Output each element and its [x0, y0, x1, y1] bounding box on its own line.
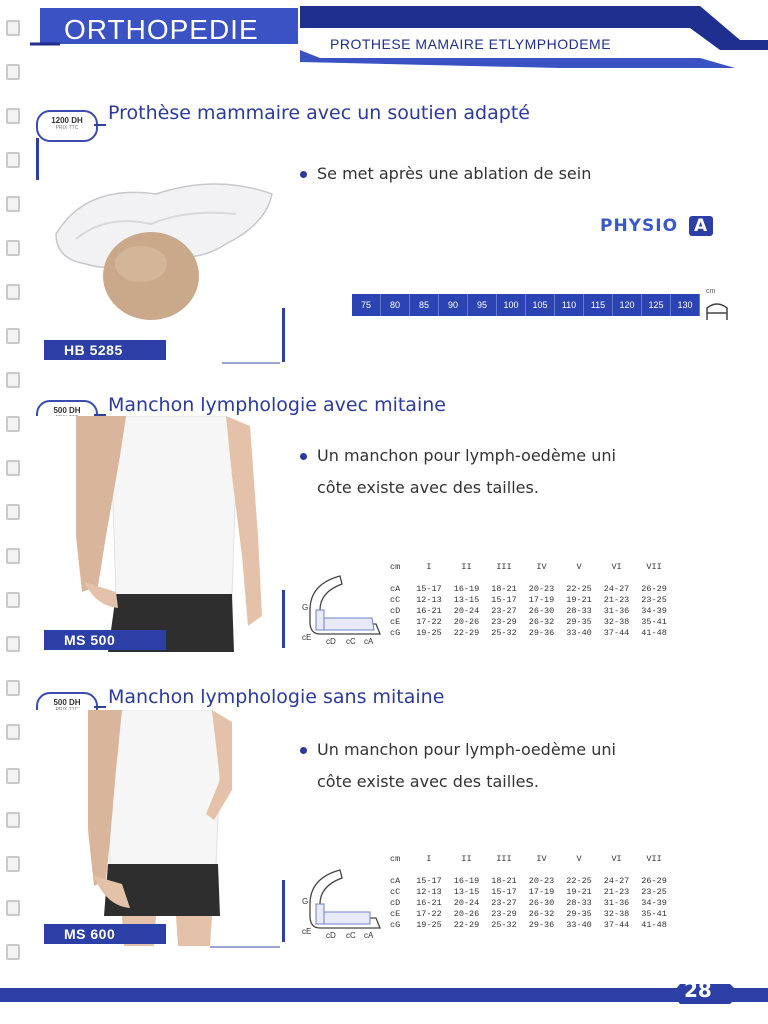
product-bullet: Un manchon pour lymph-oedème uni [300, 440, 616, 472]
product-image-sleeve-model [36, 416, 262, 652]
product-card [0, 390, 768, 660]
size-table [390, 562, 679, 639]
diagram-label-cE: cE [302, 633, 312, 642]
product-ref: MS 600 [44, 924, 166, 944]
table-row: cA 15-17 16-19 18-21 20-23 22-25 24-27 26-29 [390, 876, 667, 886]
bullet-dot [300, 453, 307, 460]
arm-sleeve-diagram [300, 570, 384, 650]
table-row: cA 15-17 16-19 18-21 20-23 22-25 24-27 26-29 [390, 584, 667, 594]
price-badge [36, 110, 98, 142]
product-image-sleeve-model [36, 710, 262, 946]
chest-measure-icon [704, 298, 730, 322]
diagram-label-G: G [302, 603, 309, 612]
bullet-dot [300, 171, 307, 178]
table-row: cG 19-25 22-29 25-32 29-36 33-40 37-44 41-48 [390, 628, 667, 638]
page-header [0, 0, 768, 72]
diagram-label-cC: cC [346, 637, 356, 646]
product-bullet: Un manchon pour lymph-oedème uni [300, 734, 616, 766]
product-ref: HB 5285 [44, 340, 166, 360]
size-95: 95 [468, 294, 497, 316]
page-number: 28 [684, 978, 712, 1002]
product-bullet-continued: côte existe avec des tailles. [317, 772, 539, 791]
table-header-row: cm I II III IV V VI VII [390, 854, 662, 864]
product-image-bra-prosthesis [46, 164, 282, 324]
size-125: 125 [642, 294, 671, 316]
size-85: 85 [410, 294, 439, 316]
product-card [0, 100, 768, 370]
size-table [390, 854, 679, 931]
size-100: 100 [497, 294, 526, 316]
physio-logo [600, 216, 713, 236]
table-row: cE 17-22 20-26 23-29 26-32 29-35 32-38 35-41 [390, 909, 667, 919]
diagram-label-cA: cA [364, 637, 374, 646]
product-ref: MS 500 [44, 630, 166, 650]
arm-sleeve-diagram [300, 864, 384, 944]
price-sub-label: PRIX TTC [55, 125, 79, 131]
diagram-label-cD: cD [326, 931, 336, 940]
price-label: 500 DH [53, 698, 81, 707]
product-bullet: Se met après une ablation de sein [300, 158, 591, 190]
size-75: 75 [352, 294, 381, 316]
size-120: 120 [613, 294, 642, 316]
diagram-label-cC: cC [346, 931, 356, 940]
table-row: cD 16-21 20-24 23-27 26-30 28-33 31-36 34-39 [390, 898, 667, 908]
section-subtitle: PROTHESE MAMAIRE ETLYMPHODEME [330, 36, 612, 52]
size-105: 105 [526, 294, 555, 316]
logo-text: PHYSIO [600, 216, 679, 236]
size-bar [352, 294, 700, 316]
product-title: Manchon lymphologie avec mitaine [108, 394, 446, 416]
price-label: 1200 DH [51, 116, 83, 125]
product-title: Manchon lymphologie sans mitaine [108, 686, 445, 708]
product-bullet-continued: côte existe avec des tailles. [317, 478, 539, 497]
size-80: 80 [381, 294, 410, 316]
footer-band [0, 982, 768, 1006]
size-110: 110 [555, 294, 584, 316]
table-row: cD 16-21 20-24 23-27 26-30 28-33 31-36 34-39 [390, 606, 667, 616]
product-title: Prothèse mammaire avec un soutien adapté [108, 102, 530, 124]
size-unit: cm [706, 288, 716, 295]
price-label: 500 DH [53, 406, 81, 415]
size-115: 115 [584, 294, 613, 316]
diagram-label-cA: cA [364, 931, 374, 940]
table-row: cG 19-25 22-29 25-32 29-36 33-40 37-44 41-48 [390, 920, 667, 930]
table-row: cC 12-13 13-15 15-17 17-19 19-21 21-23 23-25 [390, 887, 667, 897]
table-row: cE 17-22 20-26 23-29 26-32 29-35 32-38 35-41 [390, 617, 667, 627]
section-title: ORTHOPEDIE [64, 14, 259, 45]
diagram-label-G: G [302, 897, 309, 906]
diagram-label-cD: cD [326, 637, 336, 646]
table-header-row: cm I II III IV V VI VII [390, 562, 662, 572]
table-row: cC 12-13 13-15 15-17 17-19 19-21 21-23 23-25 [390, 595, 667, 605]
product-card [0, 684, 768, 954]
diagram-label-cE: cE [302, 927, 312, 936]
size-130: 130 [671, 294, 700, 316]
bullet-dot [300, 747, 307, 754]
logo-mark: A [689, 216, 713, 236]
size-90: 90 [439, 294, 468, 316]
